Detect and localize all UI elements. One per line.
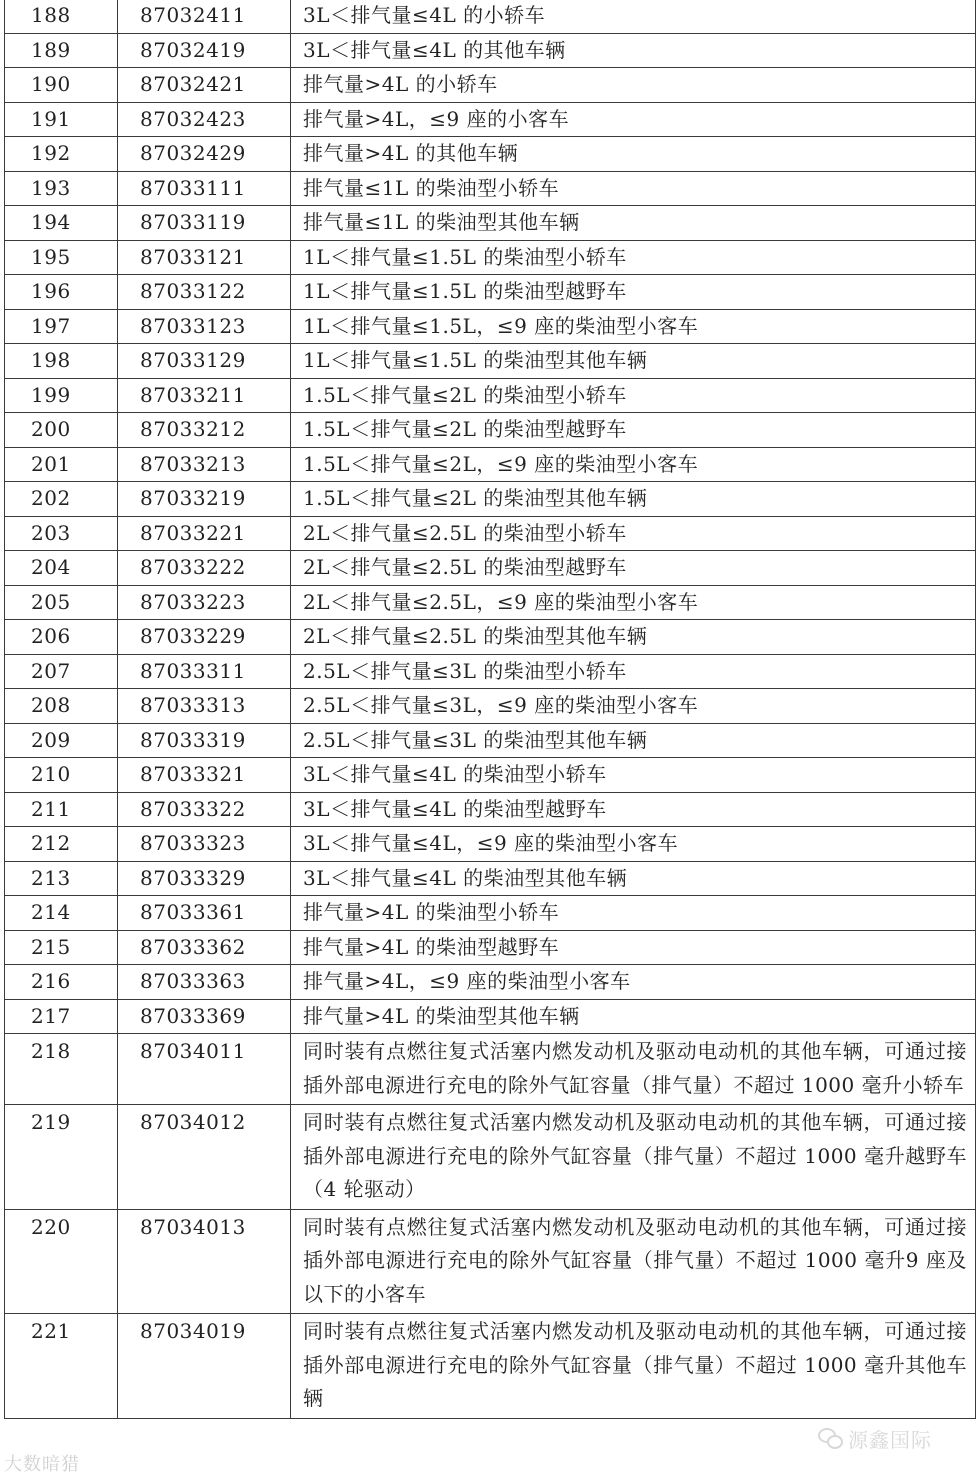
tariff-code-cell: 87033323 <box>118 827 291 862</box>
description-cell: 排气量≤1L 的柴油型其他车辆 <box>291 206 976 241</box>
watermark-left <box>4 1450 80 1476</box>
description-cell: 2L＜排气量≤2.5L 的柴油型越野车 <box>291 551 976 586</box>
table-row <box>5 861 976 896</box>
table-row <box>5 1209 976 1314</box>
table-row <box>5 137 976 172</box>
tariff-code-cell: 87032419 <box>118 33 291 68</box>
description-cell: 排气量>4L 的柴油型越野车 <box>291 930 976 965</box>
tariff-code-cell: 87033219 <box>118 482 291 517</box>
description-cell: 1.5L＜排气量≤2L 的柴油型小轿车 <box>291 378 976 413</box>
row-number-cell: 197 <box>5 309 118 344</box>
row-number-cell: 204 <box>5 551 118 586</box>
tariff-code-cell: 87034013 <box>118 1209 291 1314</box>
row-number-cell: 206 <box>5 620 118 655</box>
table-row <box>5 68 976 103</box>
tariff-code-cell: 87033119 <box>118 206 291 241</box>
watermark-right <box>818 1424 932 1453</box>
description-cell: 1.5L＜排气量≤2L 的柴油型越野车 <box>291 413 976 448</box>
description-cell: 3L＜排气量≤4L 的其他车辆 <box>291 33 976 68</box>
tariff-code-cell: 87033221 <box>118 516 291 551</box>
description-cell: 1L＜排气量≤1.5L 的柴油型小轿车 <box>291 240 976 275</box>
description-cell: 3L＜排气量≤4L 的柴油型其他车辆 <box>291 861 976 896</box>
watermark-right-text: 源鑫国际 <box>848 1428 932 1452</box>
table-row <box>5 309 976 344</box>
description-cell: 排气量>4L 的小轿车 <box>291 68 976 103</box>
description-cell: 同时装有点燃往复式活塞内燃发动机及驱动电动机的其他车辆，可通过接插外部电源进行充电的除外气缸容量（排气量）不超过 1000 毫升其他车辆 <box>291 1314 976 1419</box>
description-cell: 排气量>4L，≤9 座的小客车 <box>291 102 976 137</box>
description-cell: 排气量>4L 的柴油型其他车辆 <box>291 999 976 1034</box>
row-number-cell: 201 <box>5 447 118 482</box>
description-cell: 2L＜排气量≤2.5L 的柴油型其他车辆 <box>291 620 976 655</box>
row-number-cell: 219 <box>5 1105 118 1210</box>
tariff-code-table <box>4 0 976 1419</box>
table-row <box>5 33 976 68</box>
tariff-code-cell: 87033329 <box>118 861 291 896</box>
description-cell: 2L＜排气量≤2.5L 的柴油型小轿车 <box>291 516 976 551</box>
description-cell: 2.5L＜排气量≤3L，≤9 座的柴油型小客车 <box>291 689 976 724</box>
row-number-cell: 221 <box>5 1314 118 1419</box>
tariff-code-cell: 87033111 <box>118 171 291 206</box>
table-row <box>5 689 976 724</box>
description-cell: 3L＜排气量≤4L，≤9 座的柴油型小客车 <box>291 827 976 862</box>
row-number-cell: 191 <box>5 102 118 137</box>
row-number-cell: 213 <box>5 861 118 896</box>
table-row <box>5 723 976 758</box>
row-number-cell: 200 <box>5 413 118 448</box>
tariff-code-cell: 87033122 <box>118 275 291 310</box>
table-row <box>5 654 976 689</box>
tariff-code-cell: 87033211 <box>118 378 291 413</box>
row-number-cell: 203 <box>5 516 118 551</box>
table-body <box>5 0 976 1418</box>
description-cell: 1.5L＜排气量≤2L 的柴油型其他车辆 <box>291 482 976 517</box>
table-row <box>5 482 976 517</box>
table-row <box>5 1034 976 1105</box>
tariff-code-cell: 87032411 <box>118 0 291 33</box>
description-cell: 排气量>4L 的柴油型小轿车 <box>291 896 976 931</box>
tariff-code-cell: 87033129 <box>118 344 291 379</box>
table-row <box>5 413 976 448</box>
description-cell: 1L＜排气量≤1.5L 的柴油型越野车 <box>291 275 976 310</box>
table-row <box>5 102 976 137</box>
description-cell: 2L＜排气量≤2.5L，≤9 座的柴油型小客车 <box>291 585 976 620</box>
description-cell: 排气量>4L 的其他车辆 <box>291 137 976 172</box>
tariff-code-cell: 87033363 <box>118 965 291 1000</box>
description-cell: 1.5L＜排气量≤2L，≤9 座的柴油型小客车 <box>291 447 976 482</box>
row-number-cell: 208 <box>5 689 118 724</box>
table-row <box>5 999 976 1034</box>
description-cell: 排气量>4L，≤9 座的柴油型小客车 <box>291 965 976 1000</box>
table-row <box>5 240 976 275</box>
row-number-cell: 209 <box>5 723 118 758</box>
row-number-cell: 217 <box>5 999 118 1034</box>
row-number-cell: 220 <box>5 1209 118 1314</box>
tariff-code-cell: 87033222 <box>118 551 291 586</box>
tariff-code-cell: 87033213 <box>118 447 291 482</box>
tariff-code-cell: 87034011 <box>118 1034 291 1105</box>
tariff-table-container <box>4 0 976 1419</box>
description-cell: 1L＜排气量≤1.5L 的柴油型其他车辆 <box>291 344 976 379</box>
description-cell: 3L＜排气量≤4L 的柴油型越野车 <box>291 792 976 827</box>
description-cell: 3L＜排气量≤4L 的柴油型小轿车 <box>291 758 976 793</box>
table-row <box>5 930 976 965</box>
description-cell: 2.5L＜排气量≤3L 的柴油型小轿车 <box>291 654 976 689</box>
row-number-cell: 194 <box>5 206 118 241</box>
table-row <box>5 344 976 379</box>
tariff-code-cell: 87033369 <box>118 999 291 1034</box>
row-number-cell: 195 <box>5 240 118 275</box>
table-row <box>5 275 976 310</box>
table-row <box>5 1105 976 1210</box>
row-number-cell: 202 <box>5 482 118 517</box>
tariff-code-cell: 87033361 <box>118 896 291 931</box>
row-number-cell: 207 <box>5 654 118 689</box>
row-number-cell: 196 <box>5 275 118 310</box>
row-number-cell: 218 <box>5 1034 118 1105</box>
description-cell: 2.5L＜排气量≤3L 的柴油型其他车辆 <box>291 723 976 758</box>
row-number-cell: 205 <box>5 585 118 620</box>
table-row <box>5 758 976 793</box>
table-row <box>5 378 976 413</box>
table-row <box>5 827 976 862</box>
description-cell: 同时装有点燃往复式活塞内燃发动机及驱动电动机的其他车辆，可通过接插外部电源进行充电的除外气缸容量（排气量）不超过 1000 毫升小轿车 <box>291 1034 976 1105</box>
row-number-cell: 193 <box>5 171 118 206</box>
tariff-code-cell: 87033322 <box>118 792 291 827</box>
row-number-cell: 192 <box>5 137 118 172</box>
table-row <box>5 1314 976 1419</box>
row-number-cell: 199 <box>5 378 118 413</box>
description-cell: 3L＜排气量≤4L 的小轿车 <box>291 0 976 33</box>
table-row <box>5 965 976 1000</box>
tariff-code-cell: 87033319 <box>118 723 291 758</box>
wechat-icon <box>818 1428 844 1450</box>
row-number-cell: 190 <box>5 68 118 103</box>
description-cell: 1L＜排气量≤1.5L，≤9 座的柴油型小客车 <box>291 309 976 344</box>
tariff-code-cell: 87033311 <box>118 654 291 689</box>
description-cell: 同时装有点燃往复式活塞内燃发动机及驱动电动机的其他车辆，可通过接插外部电源进行充电的除外气缸容量（排气量）不超过 1000 毫升9 座及以下的小客车 <box>291 1209 976 1314</box>
tariff-code-cell: 87033212 <box>118 413 291 448</box>
table-row <box>5 620 976 655</box>
row-number-cell: 211 <box>5 792 118 827</box>
row-number-cell: 212 <box>5 827 118 862</box>
tariff-code-cell: 87033121 <box>118 240 291 275</box>
tariff-code-cell: 87033313 <box>118 689 291 724</box>
description-cell: 同时装有点燃往复式活塞内燃发动机及驱动电动机的其他车辆，可通过接插外部电源进行充电的除外气缸容量（排气量）不超过 1000 毫升越野车（4 轮驱动） <box>291 1105 976 1210</box>
table-row <box>5 206 976 241</box>
tariff-code-cell: 87033123 <box>118 309 291 344</box>
row-number-cell: 214 <box>5 896 118 931</box>
table-row <box>5 171 976 206</box>
tariff-code-cell: 87032429 <box>118 137 291 172</box>
tariff-code-cell: 87033223 <box>118 585 291 620</box>
tariff-code-cell: 87034012 <box>118 1105 291 1210</box>
tariff-code-cell: 87033229 <box>118 620 291 655</box>
tariff-code-cell: 87033362 <box>118 930 291 965</box>
tariff-code-cell: 87032421 <box>118 68 291 103</box>
tariff-code-cell: 87034019 <box>118 1314 291 1419</box>
row-number-cell: 189 <box>5 33 118 68</box>
table-row <box>5 792 976 827</box>
watermark-left-text: 大数暗猎 <box>4 1454 80 1475</box>
tariff-code-cell: 87033321 <box>118 758 291 793</box>
table-row <box>5 896 976 931</box>
row-number-cell: 215 <box>5 930 118 965</box>
row-number-cell: 188 <box>5 0 118 33</box>
row-number-cell: 210 <box>5 758 118 793</box>
tariff-code-cell: 87032423 <box>118 102 291 137</box>
table-row <box>5 516 976 551</box>
table-row <box>5 551 976 586</box>
row-number-cell: 216 <box>5 965 118 1000</box>
row-number-cell: 198 <box>5 344 118 379</box>
table-row <box>5 0 976 33</box>
table-row <box>5 585 976 620</box>
table-row <box>5 447 976 482</box>
description-cell: 排气量≤1L 的柴油型小轿车 <box>291 171 976 206</box>
